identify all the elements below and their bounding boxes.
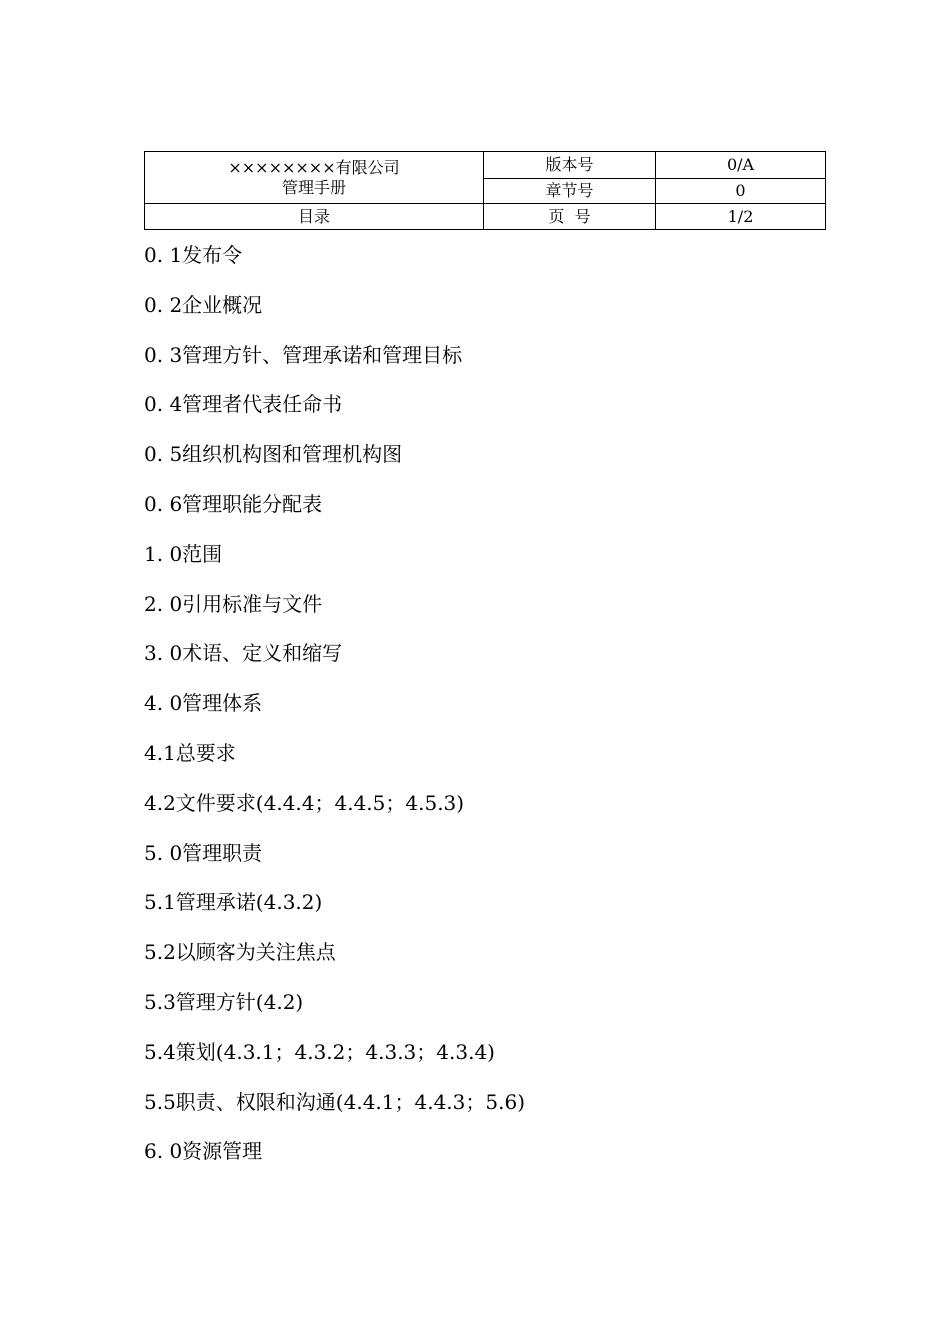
manual-title: 管理手册 <box>281 177 346 197</box>
toc-item: 0. 5组织机构图和管理机构图 <box>144 442 403 467</box>
toc-item: 5.2以顾客为关注焦点 <box>144 940 336 965</box>
toc-item: 1. 0范围 <box>144 541 223 566</box>
toc-item: 0. 1发布令 <box>144 243 243 267</box>
table-of-contents <box>144 240 824 1186</box>
version-label: 版本号 <box>484 152 656 179</box>
section-title: 目录 <box>145 204 484 230</box>
toc-item: 5. 0管理职责 <box>144 840 263 865</box>
toc-item: 5.5职责、权限和沟通(4.4.1；4.4.3；5.6) <box>144 1089 525 1114</box>
chapter-label: 章节号 <box>484 179 656 204</box>
toc-item: 6. 0资源管理 <box>144 1139 263 1164</box>
toc-item: 3. 0术语、定义和缩写 <box>144 641 343 666</box>
toc-item: 0. 2企业概况 <box>144 292 263 317</box>
toc-item: 0. 6管理职能分配表 <box>144 491 323 516</box>
toc-item: 5.3管理方针(4.2) <box>144 989 304 1014</box>
toc-item: 4.1总要求 <box>144 740 236 765</box>
toc-item: 5.4策划(4.3.1；4.3.2；4.3.3；4.3.4) <box>144 1039 495 1064</box>
chapter-value: 0 <box>656 179 826 204</box>
toc-item: 0. 3管理方针、管理承诺和管理目标 <box>144 342 463 367</box>
document-header-table <box>144 151 826 230</box>
version-value: 0/A <box>656 152 826 179</box>
toc-item: 0. 4管理者代表任命书 <box>144 392 343 417</box>
company-name: ××××××××有限公司 <box>228 157 400 177</box>
company-cell <box>145 152 484 204</box>
toc-item: 4.2文件要求(4.4.4；4.4.5；4.5.3) <box>144 790 465 815</box>
toc-item: 5.1管理承诺(4.3.2) <box>144 890 323 915</box>
page-value: 1/2 <box>656 204 826 230</box>
toc-item: 4. 0管理体系 <box>144 691 263 716</box>
page-label: 页 号 <box>484 204 656 230</box>
toc-item: 2. 0引用标准与文件 <box>144 591 323 616</box>
